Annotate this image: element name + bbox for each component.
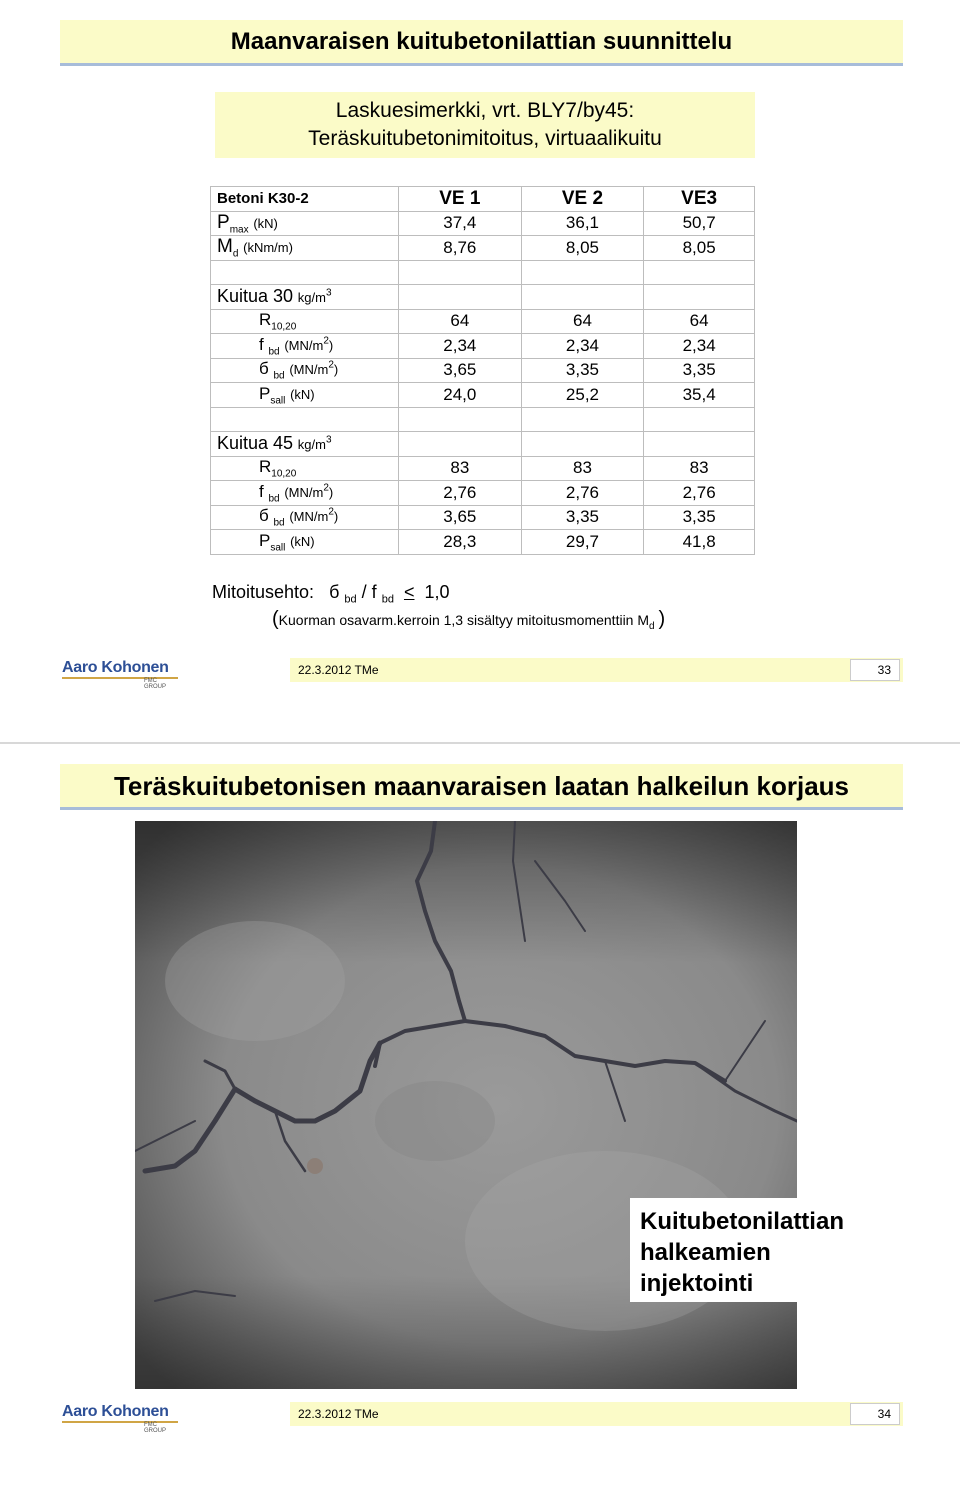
fbd-label: f $_{bd}$ $(MN/m^2)$ [211, 334, 399, 359]
b2-sbd-ve1: 3,65 [399, 505, 522, 530]
caption-line-3: injektointi [640, 1270, 754, 1297]
col-ve2: VE 2 [521, 187, 644, 212]
fbd-label: f $_{bd}$ $(MN/m^2)$ [211, 481, 399, 506]
cracked-floor-photo [135, 821, 797, 1389]
table-gap-row [211, 260, 755, 285]
page-number: 33 [850, 659, 900, 681]
slide-subtitle [215, 92, 755, 158]
safety-factor-note: (Kuorman osavarm.kerroin 1,3 sisältyy mitoitusmomenttiin $M_d$ ) [272, 608, 666, 632]
md-label: $M_d$ (kNm/m) [211, 236, 399, 261]
b2-sbd-ve3: 3,35 [644, 505, 755, 530]
pmax-ve2: 36,1 [521, 211, 644, 236]
psall-label: $P_{sall}$ (kN) [211, 383, 399, 408]
md-ve3: 8,05 [644, 236, 755, 261]
company-logo: Aaro Kohonen FMC GROUP [60, 658, 180, 684]
r-label: $R_{10,20}$ [211, 309, 399, 334]
b1-psall-ve2: 25,2 [521, 383, 644, 408]
footer-date: 22.3.2012 TMe [298, 1407, 379, 1421]
b2-psall-ve2: 29,7 [521, 530, 644, 555]
caption-line-1: Kuitubetonilattian [640, 1208, 844, 1235]
block1-row-r [211, 309, 755, 334]
b2-r-ve3: 83 [644, 456, 755, 481]
table-gap-row [211, 407, 755, 432]
block2-row-r [211, 456, 755, 481]
r-label: $R_{10,20}$ [211, 456, 399, 481]
b2-psall-ve1: 28,3 [399, 530, 522, 555]
slide-34 [0, 744, 960, 1489]
b1-fbd-ve3: 2,34 [644, 334, 755, 359]
block1-header [211, 285, 755, 310]
b1-fbd-ve1: 2,34 [399, 334, 522, 359]
footer-band [290, 1402, 903, 1426]
slide-footer [60, 1402, 903, 1434]
pmax-ve3: 50,7 [644, 211, 755, 236]
b1-fbd-ve2: 2,34 [521, 334, 644, 359]
md-ve1: 8,76 [399, 236, 522, 261]
table-row-pmax [211, 211, 755, 236]
page-number: 34 [850, 1403, 900, 1425]
slide-title: Maanvaraisen kuitubetonilattian suunnittelu [60, 20, 903, 66]
pmax-ve1: 37,4 [399, 211, 522, 236]
block2-row-psall [211, 530, 755, 555]
b1-psall-ve1: 24,0 [399, 383, 522, 408]
subtitle-line-1: Laskuesimerkki, vrt. BLY7/by45: [335, 99, 635, 122]
pmax-label: $P_{max}$ (kN) [211, 211, 399, 236]
b1-sbd-ve1: 3,65 [399, 358, 522, 383]
b2-fbd-ve2: 2,76 [521, 481, 644, 506]
psall-label: $P_{sall}$ (kN) [211, 530, 399, 555]
company-logo: Aaro Kohonen FMC GROUP [60, 1402, 180, 1428]
table-row-md [211, 236, 755, 261]
sbd-label: б $_{bd}$ $(MN/m^2)$ [211, 358, 399, 383]
b1-r-ve3: 64 [644, 309, 755, 334]
concrete-class: Betoni K30-2 [211, 187, 399, 212]
b2-sbd-ve2: 3,35 [521, 505, 644, 530]
col-ve1: VE 1 [399, 187, 522, 212]
sbd-label: б $_{bd}$ $(MN/m^2)$ [211, 505, 399, 530]
b1-r-ve1: 64 [399, 309, 522, 334]
b1-psall-ve3: 35,4 [644, 383, 755, 408]
slide-33 [0, 0, 960, 742]
footer-date: 22.3.2012 TMe [298, 663, 379, 677]
caption-line-2: halkeamien [640, 1239, 771, 1266]
slide-footer [60, 658, 903, 690]
block2-row-fbd [211, 481, 755, 506]
slide-title: Teräskuitubetonisen maanvaraisen laatan halkeilun korjaus [60, 764, 903, 810]
b1-sbd-ve2: 3,35 [521, 358, 644, 383]
md-ve2: 8,05 [521, 236, 644, 261]
block1-name: Kuitua 30 $kg/m^3$ [211, 285, 399, 310]
block1-row-psall [211, 383, 755, 408]
b2-fbd-ve1: 2,76 [399, 481, 522, 506]
b2-fbd-ve3: 2,76 [644, 481, 755, 506]
col-ve3: VE3 [644, 187, 755, 212]
design-criterion: Mitoitusehto: б $_{bd}$ / f $_{bd}$ < 1,0 [212, 582, 450, 606]
b2-psall-ve3: 41,8 [644, 530, 755, 555]
subtitle-line-2: Teräskuitubetonimitoitus, virtuaalikuitu [308, 127, 662, 150]
block1-row-fbd [211, 334, 755, 359]
block1-row-sbd [211, 358, 755, 383]
b2-r-ve2: 83 [521, 456, 644, 481]
block2-header [211, 432, 755, 457]
footer-band [290, 658, 903, 682]
b1-sbd-ve3: 3,35 [644, 358, 755, 383]
block2-name: Kuitua 45 $kg/m^3$ [211, 432, 399, 457]
design-table [210, 186, 755, 555]
b2-r-ve1: 83 [399, 456, 522, 481]
table-header-row [211, 187, 755, 212]
b1-r-ve2: 64 [521, 309, 644, 334]
photo-caption [630, 1198, 902, 1302]
block2-row-sbd [211, 505, 755, 530]
